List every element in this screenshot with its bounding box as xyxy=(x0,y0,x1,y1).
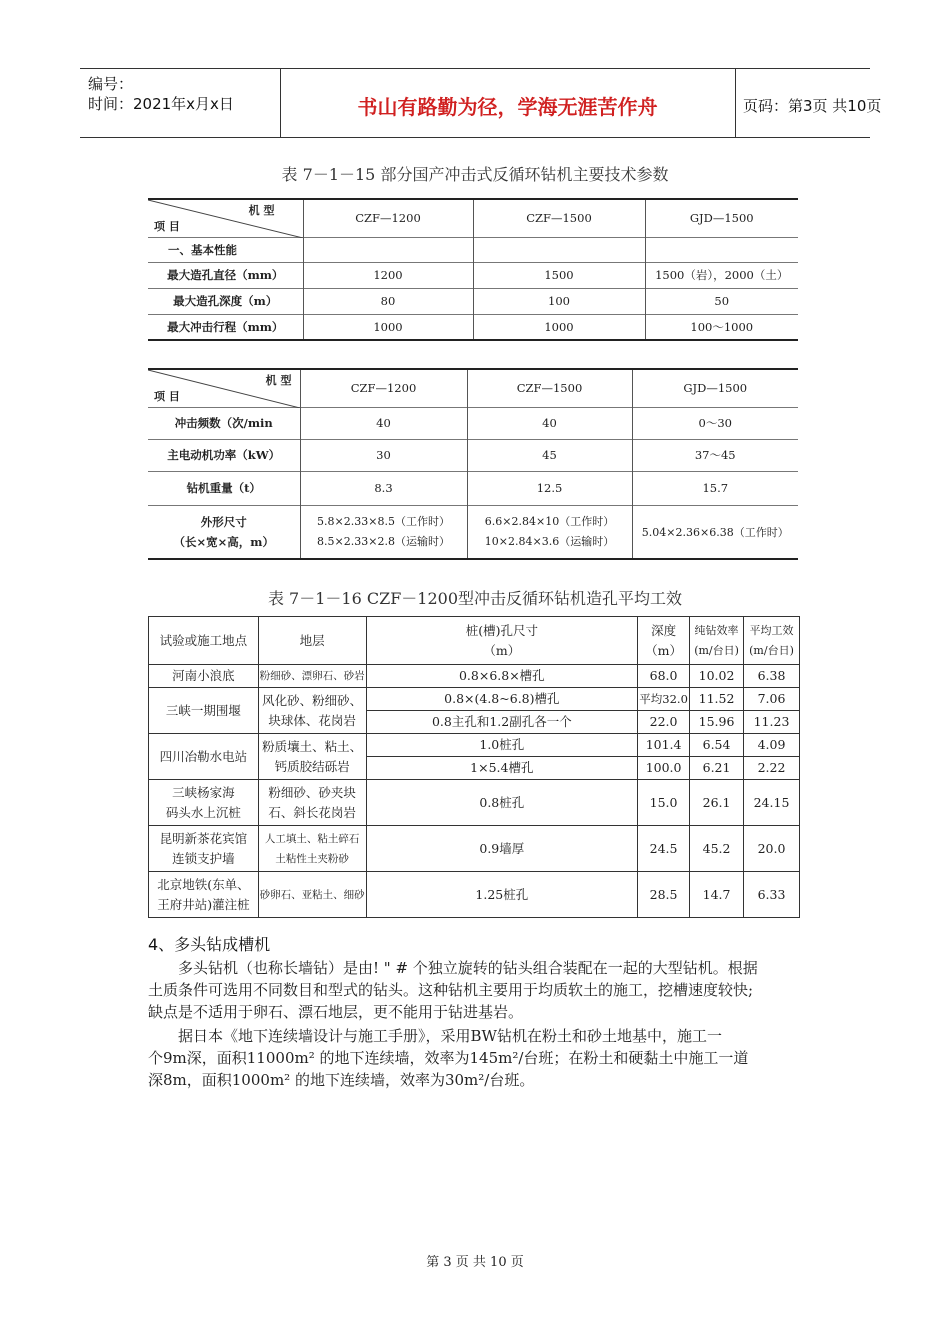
header-meta xyxy=(80,69,281,137)
text-line: 深8m，面积1000m² 的地下连续墙，效率为30m²/台班。 xyxy=(148,1071,535,1089)
layer-cell: 粉细砂、砂夹块 石、斜长花岗岩 xyxy=(258,780,366,826)
dimension-label: 外形尺寸 xyxy=(200,514,247,529)
site-cell: 河南小浪底 xyxy=(149,665,259,688)
depth-cell: 22.0 xyxy=(638,711,690,734)
header-motto-cell xyxy=(280,69,736,137)
depth-cell: 68.0 xyxy=(638,665,690,688)
cell: 45 xyxy=(467,439,632,471)
average-cell: 20.0 xyxy=(744,826,800,872)
text-line: 缺点是不适用于卵石、漂石地层，更不能用于钻进基岩。 xyxy=(148,1003,524,1021)
cell: 1000 xyxy=(303,314,473,340)
hole-cell: 0.8×(4.8~6.8)槽孔 xyxy=(366,688,638,711)
header-efficiency: 纯钻效率 (m/台日) xyxy=(690,617,744,665)
section-label: 一、基本性能 xyxy=(148,237,303,262)
efficiency-cell: 45.2 xyxy=(690,826,744,872)
average-cell: 2.22 xyxy=(744,757,800,780)
row-label: 主电动机功率（kW） xyxy=(148,439,300,471)
column-header: GJD—1500 xyxy=(632,369,798,407)
table-row xyxy=(149,734,800,757)
cell: 40 xyxy=(300,407,467,439)
layer-cell: 砂卵石、亚粘土、细砂 xyxy=(258,872,366,918)
cell: 37～45 xyxy=(632,439,798,471)
cell: 40 xyxy=(467,407,632,439)
column-header: CZF—1500 xyxy=(473,199,645,237)
column-header: CZF—1200 xyxy=(303,199,473,237)
page-label: 页码：第3页 共10页 xyxy=(743,97,882,115)
cell: 50 xyxy=(645,288,798,314)
efficiency-cell: 26.1 xyxy=(690,780,744,826)
dimension-value: 8.5×2.33×2.8（运输时） xyxy=(317,534,450,548)
average-cell: 6.33 xyxy=(744,872,800,918)
average-cell: 24.15 xyxy=(744,780,800,826)
layer-cell: 人工填土、粘土碎石 土粘性土夹粉砂 xyxy=(258,826,366,872)
text-line: 据日本《地下连续墙设计与施工手册》，采用BW钻机在粉土和砂土地基中，施工一 xyxy=(178,1027,722,1045)
dimension-value: 10×2.84×3.6（运输时） xyxy=(484,534,615,548)
row-label: 冲击频数（次/min xyxy=(148,407,300,439)
cell: 12.5 xyxy=(467,471,632,505)
section-heading: 4、多头钻成槽机 xyxy=(148,935,271,954)
cell: 8.3 xyxy=(300,471,467,505)
cell: 1500 xyxy=(473,262,645,288)
efficiency-cell: 10.02 xyxy=(690,665,744,688)
table-2 xyxy=(148,368,798,560)
depth-cell: 15.0 xyxy=(638,780,690,826)
depth-cell: 101.4 xyxy=(638,734,690,757)
column-header: GJD—1500 xyxy=(645,199,798,237)
page-footer: 第 3 页 共 10 页 xyxy=(426,1255,524,1270)
corner-bottom-label: 项 目 xyxy=(154,219,180,233)
paragraph-2 xyxy=(148,1025,808,1091)
table-row xyxy=(149,872,800,918)
date-label: 时间：2021年x月x日 xyxy=(88,95,234,113)
site-cell: 三峡杨家海 码头水上沉桩 xyxy=(149,780,259,826)
header-average: 平均工效 (m/台日) xyxy=(744,617,800,665)
cell: 80 xyxy=(303,288,473,314)
header-site: 试验或施工地点 xyxy=(149,617,259,665)
corner-top-label: 机 型 xyxy=(265,374,292,387)
efficiency-cell: 6.21 xyxy=(690,757,744,780)
cell: 100 xyxy=(473,288,645,314)
table1-title: 表 7－1－15 部分国产冲击式反循环钻机主要技术参数 xyxy=(281,165,669,184)
layer-cell: 风化砂、粉细砂、 块球体、花岗岩 xyxy=(258,688,366,734)
dimension-label-cell xyxy=(148,505,300,559)
hole-cell: 0.8桩孔 xyxy=(366,780,638,826)
cell: 30 xyxy=(300,439,467,471)
table3-title: 表 7－1－16 CZF－1200型冲击反循环钻机造孔平均工效 xyxy=(267,589,683,608)
hole-cell: 1×5.4槽孔 xyxy=(366,757,638,780)
header-page-cell xyxy=(735,69,882,137)
dimension-value: 6.6×2.84×10（工作时） xyxy=(484,514,615,528)
row-label: 最大造孔深度（m） xyxy=(148,288,303,314)
depth-cell: 100.0 xyxy=(638,757,690,780)
layer-cell: 粉质壤土、粘土、 钙质胶结砾岩 xyxy=(258,734,366,780)
hole-cell: 0.8×6.8×槽孔 xyxy=(366,665,638,688)
row-label: 最大冲击行程（mm） xyxy=(148,314,303,340)
column-header: CZF—1500 xyxy=(467,369,632,407)
cell: 100～1000 xyxy=(645,314,798,340)
table-3 xyxy=(148,616,800,918)
average-cell: 7.06 xyxy=(744,688,800,711)
table-row xyxy=(149,665,800,688)
table-row xyxy=(149,688,800,711)
table-row xyxy=(149,826,800,872)
hole-cell: 0.8主孔和1.2副孔各一个 xyxy=(366,711,638,734)
average-cell: 6.38 xyxy=(744,665,800,688)
page-header xyxy=(80,68,882,138)
average-cell: 4.09 xyxy=(744,734,800,757)
depth-cell: 平均32.0 xyxy=(638,688,690,711)
dimension-cell xyxy=(467,505,632,559)
depth-cell: 28.5 xyxy=(638,872,690,918)
hole-cell: 1.25桩孔 xyxy=(366,872,638,918)
site-cell: 三峡一期围堰 xyxy=(149,688,259,734)
number-label: 编号： xyxy=(88,75,134,93)
efficiency-cell: 6.54 xyxy=(690,734,744,757)
cell: 0～30 xyxy=(632,407,798,439)
corner-top-label: 机 型 xyxy=(248,204,275,217)
site-cell: 四川冶勒水电站 xyxy=(149,734,259,780)
site-cell: 北京地铁(东单、 王府井站)灌注桩 xyxy=(149,872,259,918)
site-cell: 昆明新茶花宾馆 连锁支护墙 xyxy=(149,826,259,872)
efficiency-cell: 14.7 xyxy=(690,872,744,918)
header-layer: 地层 xyxy=(258,617,366,665)
row-label: 钻机重量（t） xyxy=(148,471,300,505)
hole-cell: 1.0桩孔 xyxy=(366,734,638,757)
cell: 15.7 xyxy=(632,471,798,505)
dimension-cell xyxy=(300,505,467,559)
text-line: 土质条件可选用不同数目和型式的钻头。这种钻机主要用于均质软土的施工，挖槽速度较快; xyxy=(148,981,754,999)
row-label: 最大造孔直径（mm） xyxy=(148,262,303,288)
cell: 1500（岩），2000（土） xyxy=(645,262,798,288)
layer-cell: 粉细砂、漂卵石、砂岩 xyxy=(258,665,366,688)
header-depth: 深度 （m） xyxy=(638,617,690,665)
corner-bottom-label: 项 目 xyxy=(154,389,180,403)
column-header: CZF—1200 xyxy=(300,369,467,407)
paragraph-1 xyxy=(148,957,808,1023)
motto: 书山有路勤为径，学海无涯苦作舟 xyxy=(357,95,658,119)
efficiency-cell: 11.52 xyxy=(690,688,744,711)
table-1 xyxy=(148,198,798,341)
table-row xyxy=(149,780,800,826)
text-line: 多头钻机（也称长墙钻）是由! " # 个独立旋转的钻头组合装配在一起的大型钻机。根据 xyxy=(178,959,758,977)
table2-corner xyxy=(148,369,300,407)
header-hole: 桩(槽)孔尺寸 （m） xyxy=(366,617,638,665)
depth-cell: 24.5 xyxy=(638,826,690,872)
dimension-value: 5.8×2.33×8.5（工作时） xyxy=(317,514,450,528)
efficiency-cell: 15.96 xyxy=(690,711,744,734)
cell: 1200 xyxy=(303,262,473,288)
table1-corner xyxy=(148,199,303,237)
dimension-label-unit: （长×宽×高，m） xyxy=(173,534,274,549)
text-line: 个9m深，面积11000m² 的地下连续墙，效率为145m²/台班；在粉土和硬黏土中施工一道 xyxy=(148,1049,749,1067)
cell: 1000 xyxy=(473,314,645,340)
dimension-value: 5.04×2.36×6.38（工作时） xyxy=(632,505,798,559)
average-cell: 11.23 xyxy=(744,711,800,734)
hole-cell: 0.9墙厚 xyxy=(366,826,638,872)
